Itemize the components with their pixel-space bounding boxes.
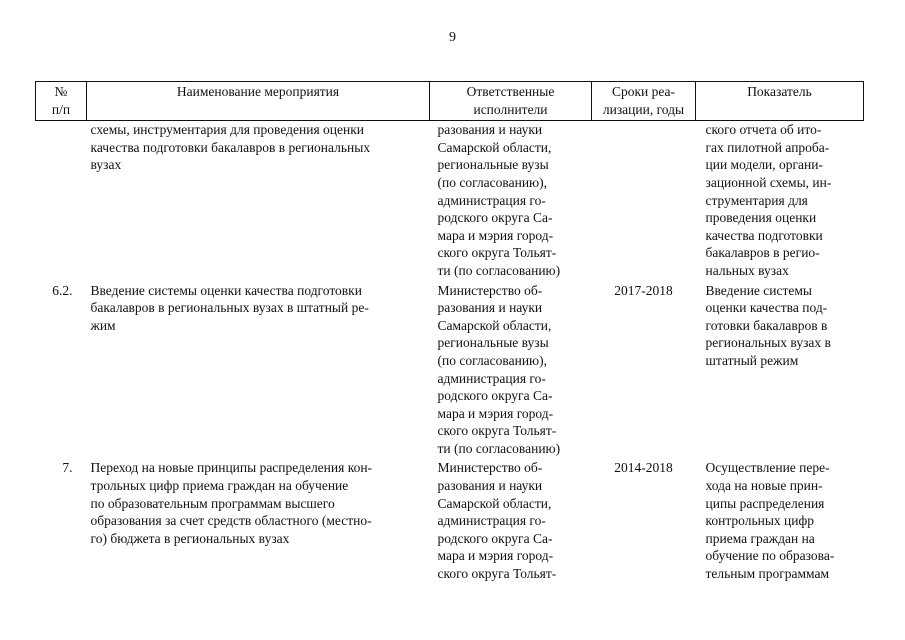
cell-responsible-line: мара и мэрия город-: [437, 227, 554, 243]
cell-responsible-line: ти (по согласованию): [437, 440, 561, 456]
cell-indicator-line: штатный режим: [705, 352, 799, 368]
cell-name-line: трольных цифр приема граждан на обучение: [90, 478, 349, 494]
cell-term: 2017-2018: [614, 282, 673, 298]
cell-num: 7.: [62, 460, 73, 476]
cell-responsible-line: администрация го-: [437, 513, 546, 529]
cell-responsible-line: региональные вузы: [437, 157, 549, 173]
cell-indicator-line: зационной схемы, ин-: [705, 174, 832, 190]
cell-responsible-line: разования и науки: [437, 478, 543, 494]
header-indicator: Показатель: [696, 82, 864, 121]
cell-responsible-line: администрация го-: [437, 192, 546, 208]
cell-indicator-line: ципы распределения: [705, 495, 825, 511]
cell-indicator-line: хода на новые прин-: [705, 478, 823, 494]
cell-name-line: го) бюджета в региональных вузах: [90, 530, 290, 546]
cell-indicator: [696, 121, 864, 282]
cell-name-line: образования за счет средств областного (местно-: [90, 513, 372, 529]
cell-responsible-line: Самарской области,: [437, 495, 552, 511]
cell-indicator-line: ского отчета об ито-: [705, 122, 822, 138]
cell-name: [87, 459, 430, 584]
cell-indicator-line: струментария для: [705, 192, 808, 208]
cell-indicator: [696, 282, 864, 460]
cell-name-line: вузах: [90, 157, 122, 173]
cell-term: 2014-2018: [614, 460, 673, 476]
cell-responsible-line: Самарской области,: [437, 317, 552, 333]
table-body: [36, 121, 864, 585]
cell-responsible-line: ского округа Тольят-: [437, 423, 557, 439]
measures-table: [35, 81, 864, 585]
header-term: Сроки реа- лизации, годы: [592, 82, 696, 121]
cell-responsible-line: ского округа Тольят-: [437, 245, 557, 261]
cell-responsible: [430, 282, 592, 460]
header-responsible: Ответственные исполнители: [430, 82, 592, 121]
cell-responsible-line: Самарской области,: [437, 139, 552, 155]
cell-responsible-line: ского округа Тольят-: [437, 566, 557, 582]
cell-name-line: схемы, инструментария для проведения оценки: [90, 122, 365, 138]
cell-indicator: [696, 459, 864, 584]
cell-num: 6.2.: [52, 282, 73, 298]
cell-responsible-line: родского округа Са-: [437, 210, 553, 226]
page-number: 9: [449, 30, 456, 45]
cell-indicator-line: нальных вузах: [705, 262, 789, 278]
cell-name-line: по образовательным программам высшего: [90, 495, 335, 511]
cell-responsible-line: ти (по согласованию): [437, 262, 561, 278]
cell-name-line: жим: [90, 317, 116, 333]
cell-responsible-line: мара и мэрия город-: [437, 548, 554, 564]
cell-indicator-line: контрольных цифр: [705, 513, 814, 529]
table-row: [36, 459, 864, 584]
cell-name-line: Введение системы оценки качества подготовки: [90, 282, 362, 298]
cell-num: [36, 121, 87, 282]
cell-indicator-line: обучение по образова-: [705, 548, 835, 564]
cell-indicator-line: приема граждан на: [705, 530, 815, 546]
cell-responsible-line: разования и науки: [437, 300, 543, 316]
cell-responsible-line: родского округа Са-: [437, 530, 553, 546]
cell-responsible-line: Министерство об-: [437, 460, 543, 476]
cell-name-line: Переход на новые принципы распределения кон-: [90, 460, 373, 476]
cell-indicator-line: Введение системы: [705, 282, 813, 298]
cell-name: [87, 282, 430, 460]
cell-indicator-line: Осуществление пере-: [705, 460, 830, 476]
header-num: № п/п: [36, 82, 87, 121]
cell-responsible-line: (по согласованию),: [437, 352, 548, 368]
cell-responsible-line: Министерство об-: [437, 282, 543, 298]
cell-responsible-line: администрация го-: [437, 370, 546, 386]
table-header: [36, 82, 864, 121]
table-row: [36, 121, 864, 282]
header-row: [36, 82, 864, 121]
cell-indicator-line: ции модели, органи-: [705, 157, 823, 173]
cell-responsible-line: родского округа Са-: [437, 388, 553, 404]
cell-name-line: бакалавров в региональных вузах в штатный ре-: [90, 300, 369, 316]
table-row: [36, 282, 864, 460]
cell-indicator-line: гах пилотной апроба-: [705, 139, 830, 155]
cell-indicator-line: готовки бакалавров в: [705, 317, 828, 333]
cell-name: [87, 121, 430, 282]
cell-responsible-line: региональные вузы: [437, 335, 549, 351]
cell-indicator-line: проведения оценки: [705, 210, 817, 226]
cell-indicator-line: региональных вузах в: [705, 335, 831, 351]
cell-indicator-line: оценки качества под-: [705, 300, 828, 316]
header-name: Наименование мероприятия: [87, 82, 430, 121]
cell-responsible-line: разования и науки: [437, 122, 543, 138]
cell-responsible: [430, 459, 592, 584]
cell-indicator-line: качества подготовки: [705, 227, 823, 243]
cell-indicator-line: бакалавров в регио-: [705, 245, 820, 261]
cell-term: [592, 121, 696, 282]
cell-name-line: качества подготовки бакалавров в региональных: [90, 139, 371, 155]
cell-responsible: [430, 121, 592, 282]
cell-responsible-line: (по согласованию),: [437, 174, 548, 190]
cell-responsible-line: мара и мэрия город-: [437, 405, 554, 421]
cell-indicator-line: тельным программам: [705, 566, 830, 582]
